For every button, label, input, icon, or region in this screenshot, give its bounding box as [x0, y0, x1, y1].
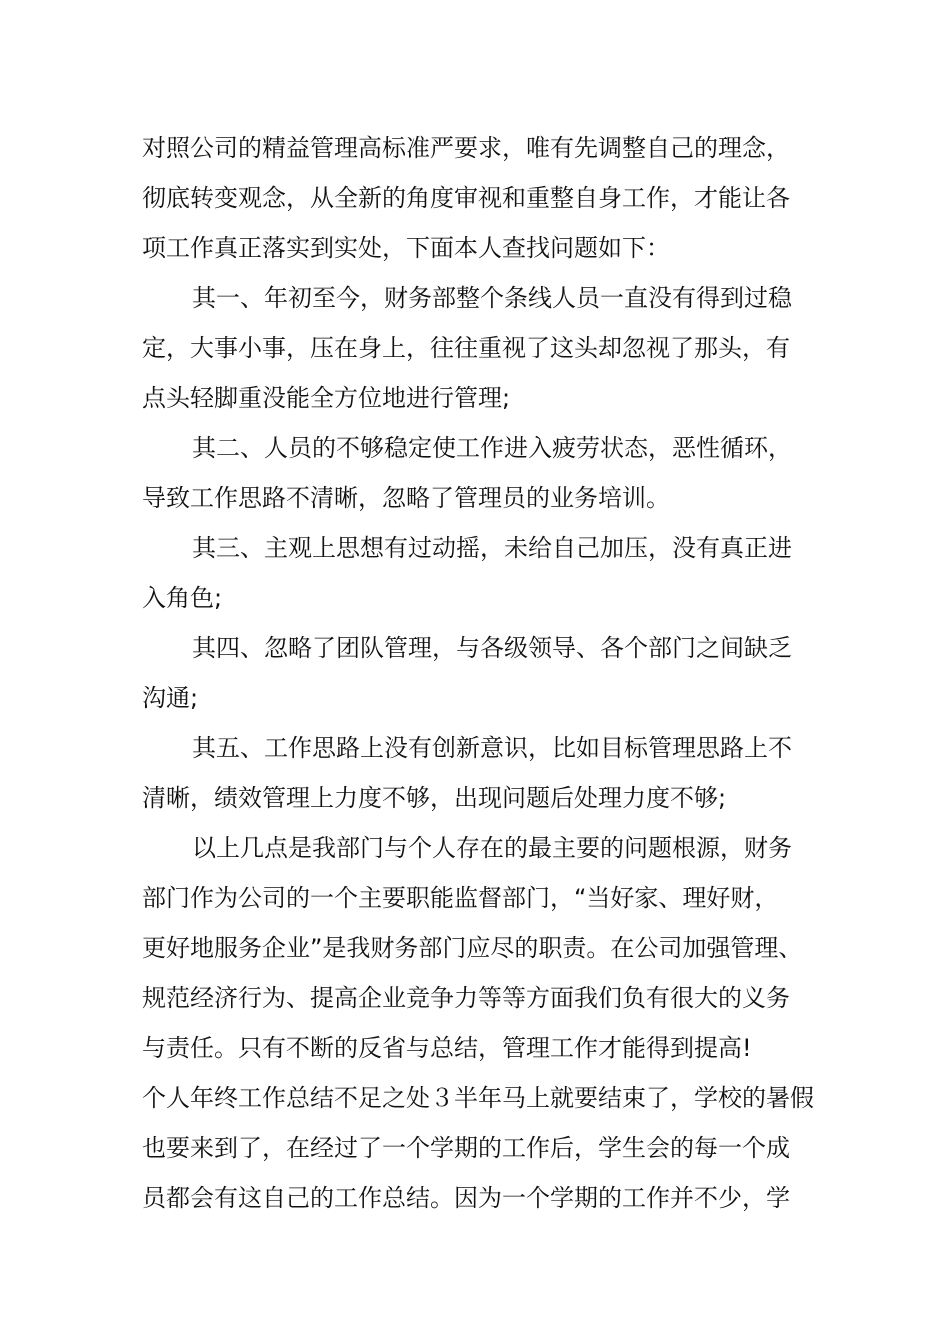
text-line-5: 定，大事小事，压在身上，往往重视了这头却忽视了那头，有: [142, 334, 790, 362]
text-line-15: 以上几点是我部门与个人存在的最主要的问题根源，财务: [192, 834, 792, 862]
text-line-20: 个人年终工作总结不足之处３半年马上就要结束了，学校的暑假: [142, 1084, 814, 1112]
text-line-21: 也要来到了，在经过了一个学期的工作后，学生会的每一个成: [142, 1134, 790, 1162]
text-line-12: 沟通;: [142, 684, 199, 712]
text-line-17: 更好地服务企业”是我财务部门应尽的职责。在公司加强管理、: [142, 934, 803, 962]
text-line-13: 其五、工作思路上没有创新意识，比如目标管理思路上不: [192, 734, 792, 762]
text-line-16: 部门作为公司的一个主要职能监督部门，“当好家、理好财，: [142, 884, 779, 912]
text-line-10: 入角色;: [142, 584, 223, 612]
text-line-14: 清晰，绩效管理上力度不够，出现问题后处理力度不够;: [142, 784, 727, 812]
text-line-18: 规范经济行为、提高企业竞争力等等方面我们负有很大的义务: [142, 984, 790, 1012]
text-line-2: 彻底转变观念，从全新的角度审视和重整自身工作，才能让各: [142, 184, 790, 212]
text-line-11: 其四、忽略了团队管理，与各级领导、各个部门之间缺乏: [192, 634, 792, 662]
text-line-19: 与责任。只有不断的反省与总结，管理工作才能得到提高!: [142, 1034, 752, 1062]
text-line-8: 导致工作思路不清晰，忽略了管理员的业务培训。: [142, 484, 670, 512]
text-line-7: 其二、人员的不够稳定使工作进入疲劳状态，恶性循环，: [192, 434, 792, 462]
text-line-9: 其三、主观上思想有过动摇，未给自己加压，没有真正进: [192, 534, 792, 562]
text-line-22: 员都会有这自己的工作总结。因为一个学期的工作并不少，学: [142, 1184, 790, 1212]
text-line-3: 项工作真正落实到实处，下面本人查找问题如下：: [142, 234, 670, 262]
text-line-4: 其一、年初至今，财务部整个条线人员一直没有得到过稳: [192, 284, 792, 312]
text-line-6: 点头轻脚重没能全方位地进行管理;: [142, 384, 511, 412]
text-line-1: 对照公司的精益管理高标准严要求，唯有先调整自己的理念，: [142, 134, 790, 162]
